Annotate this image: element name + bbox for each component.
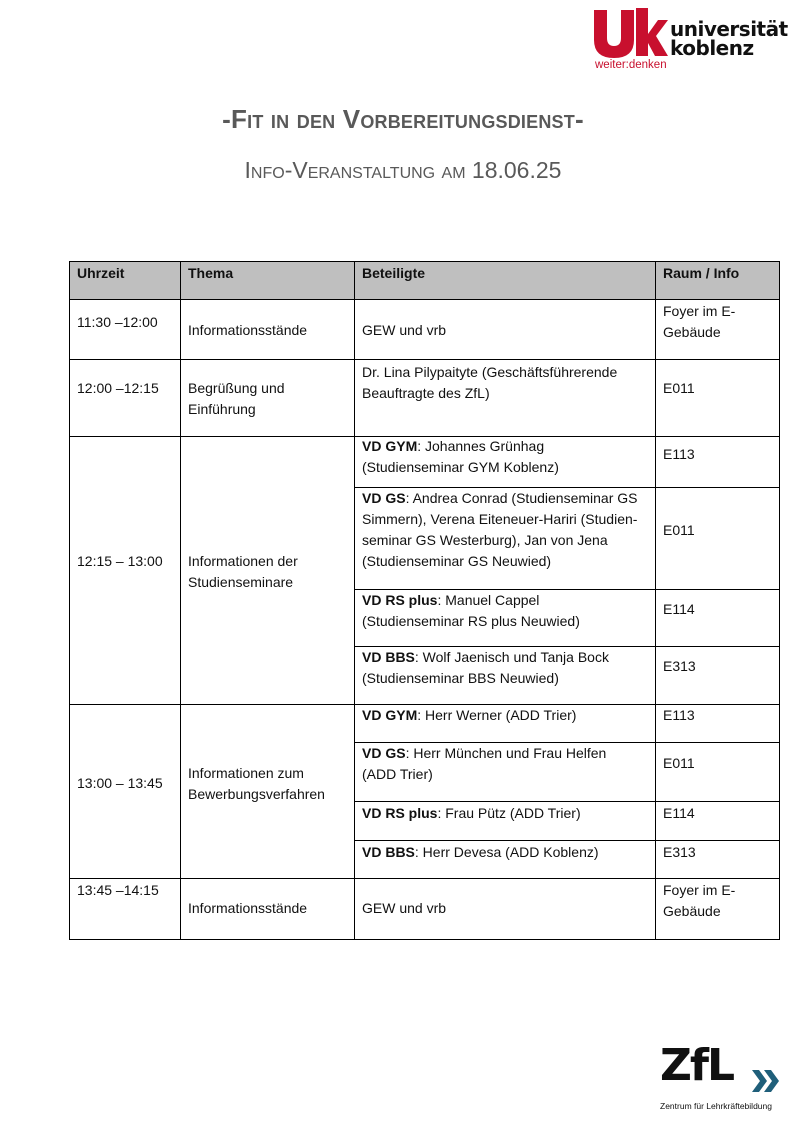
row-room: Foyer im E-Gebäude	[663, 882, 736, 919]
row-room: E313	[663, 844, 696, 860]
uk-logo-mark-icon	[594, 8, 668, 58]
zfl-logo	[648, 1040, 798, 1116]
header-raum-info: Raum / Info	[663, 265, 740, 281]
header-thema: Thema	[188, 265, 234, 281]
participants-text: : Herr Werner (ADD Trier)	[417, 707, 577, 723]
table-rule	[779, 261, 780, 940]
double-chevron-right-icon	[752, 1070, 782, 1092]
zfl-logo-subtitle: Zentrum für Lehrkräftebildung	[660, 1101, 772, 1111]
row-room: E113	[663, 707, 695, 723]
participants-prefix: VD GS	[362, 745, 406, 761]
page-title: -Fit in den Vorbereitungsdienst-	[222, 104, 584, 134]
university-slogan: weiter:denken	[595, 59, 667, 71]
row-time: 13:45 –14:15	[77, 882, 159, 898]
table-rule	[69, 261, 70, 940]
participants-text: : Wolf Jaenisch und Tanja Bock (Studienseminar BBS Neuwied)	[362, 649, 609, 686]
row-participants	[354, 320, 655, 341]
university-koblenz-logo	[594, 8, 804, 74]
participants-prefix: VD GYM	[362, 438, 418, 454]
table-rule	[354, 801, 780, 802]
participants-text: GEW und vrb	[362, 900, 447, 916]
participants-text: : Herr Devesa (ADD Koblenz)	[414, 844, 599, 860]
row-participants	[354, 647, 655, 689]
page-subtitle: Info-Veranstaltung am 18.06.25	[244, 157, 562, 183]
participants-text: : Andrea Conrad (Studienseminar GS Simmern), Verena Eiteneuer-Hariri (Studien-seminar GS Westerburg), Jan von Jena (Studienseminar GS Neuwied)	[362, 490, 638, 569]
participants-text: : Herr München und Frau Helfen (ADD Trier)	[362, 745, 607, 782]
table-rule	[354, 840, 780, 841]
row-topic: Begrüßung und Einführung	[188, 380, 285, 417]
participants-text: GEW und vrb	[362, 322, 447, 338]
row-participants	[354, 590, 655, 632]
table-rule	[180, 261, 181, 940]
row-participants	[354, 436, 655, 478]
row-participants	[354, 488, 655, 572]
row-time: 12:00 –12:15	[77, 380, 159, 396]
participants-prefix: VD GYM	[362, 707, 418, 723]
table-rule	[69, 299, 780, 300]
row-room: E011	[663, 755, 695, 771]
header-uhrzeit: Uhrzeit	[77, 265, 125, 281]
row-topic: Informationen der Studienseminare	[188, 553, 298, 590]
row-room: Foyer im E-Gebäude	[663, 303, 736, 340]
participants-prefix: VD BBS	[362, 649, 415, 665]
row-topic: Informationen zum Bewerbungsverfahren	[188, 765, 325, 802]
row-participants	[354, 362, 655, 404]
university-name-line1: universität	[670, 17, 788, 41]
participants-text: : Frau Pütz (ADD Trier)	[437, 805, 581, 821]
participants-prefix: VD RS plus	[362, 805, 438, 821]
row-participants	[354, 842, 655, 863]
participants-prefix: VD GS	[362, 490, 406, 506]
row-room: E011	[663, 380, 695, 396]
university-name-line2: koblenz	[670, 36, 754, 60]
row-topic: Informationsstände	[188, 322, 308, 338]
row-time: 13:00 – 13:45	[77, 775, 163, 791]
row-topic: Informationsstände	[188, 900, 308, 916]
participants-prefix: VD RS plus	[362, 592, 438, 608]
row-participants	[354, 898, 655, 919]
row-participants	[354, 803, 655, 824]
participants-text: : Johannes Grünhag (Studienseminar GYM Koblenz)	[362, 438, 559, 475]
header-beteiligte: Beteiligte	[362, 265, 426, 281]
participants-text: : Manuel Cappel (Studienseminar RS plus Neuwied)	[362, 592, 580, 629]
row-room: E114	[663, 601, 695, 617]
row-participants	[354, 705, 655, 726]
table-rule	[69, 939, 780, 940]
row-room: E011	[663, 522, 695, 538]
row-participants	[354, 743, 655, 785]
row-room: E113	[663, 446, 695, 462]
row-room: E313	[663, 658, 696, 674]
row-time: 11:30 –12:00	[77, 314, 158, 330]
zfl-logo-mark: ZfL	[660, 1040, 734, 1091]
table-rule	[69, 261, 780, 262]
participants-prefix: VD BBS	[362, 844, 415, 860]
table-rule	[69, 878, 780, 879]
row-time: 12:15 – 13:00	[77, 553, 163, 569]
participants-text: Dr. Lina Pilypaityte (Geschäftsführerende Beauftragte des ZfL)	[362, 364, 618, 401]
row-room: E114	[663, 805, 695, 821]
university-name	[670, 17, 788, 60]
table-rule	[69, 359, 780, 360]
